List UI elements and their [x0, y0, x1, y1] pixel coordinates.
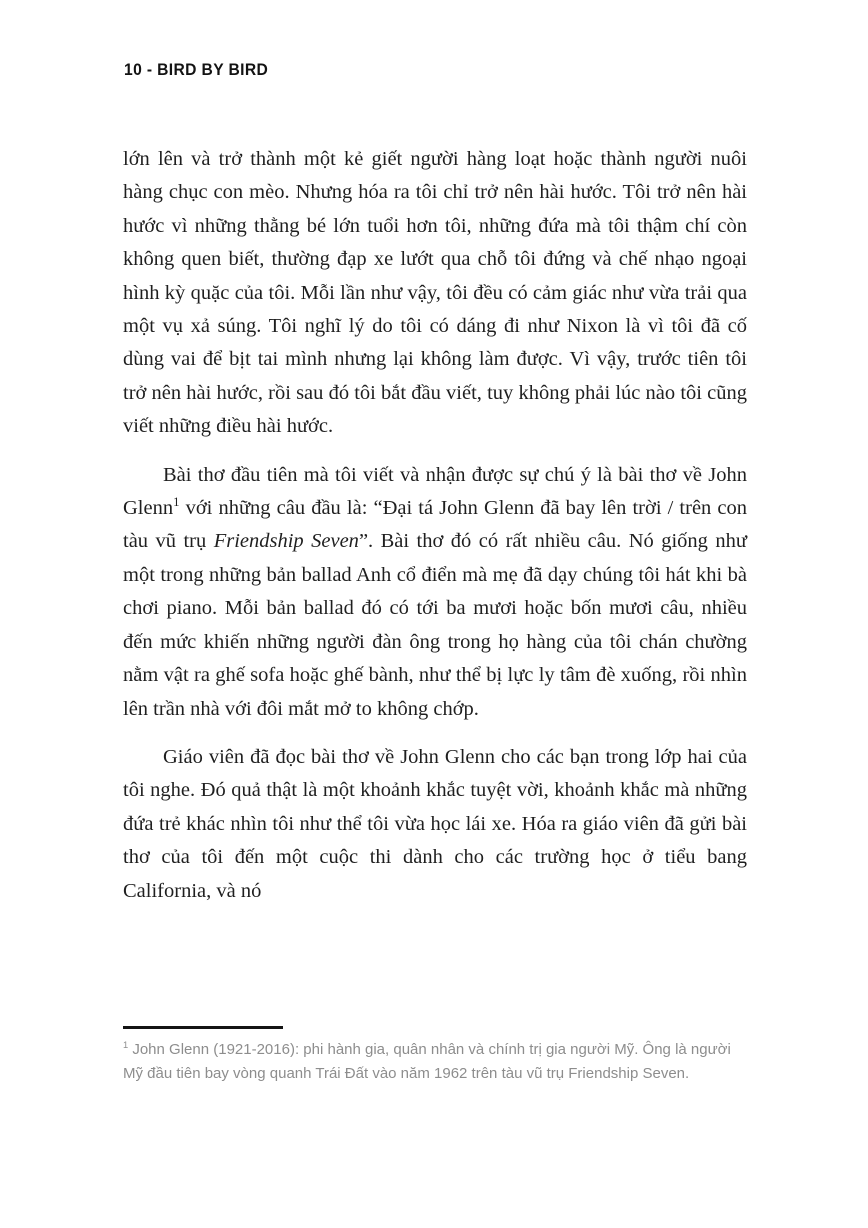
text-segment: lớn lên và trở thành một kẻ giết người hàng loạt hoặc thành người nuôi hàng chục con mèo. Nhưng hóa ra tôi chỉ trở nên hài hước. Tôi trở nên hài hước vì những thằng bé lớn tuổi hơn tôi, những đứa mà tôi thậm chí còn không quen biết, thường đạp xe lướt qua chỗ tôi đứng và chế nhạo ngoại hình kỳ quặc của tôi. Mỗi lần như vậy, tôi đều có cảm giác như vừa trải qua một vụ xả súng. Tôi nghĩ lý do tôi có dáng đi như Nixon là vì tôi đã cố dùng vai để bịt tai mình nhưng lại không làm được. Vì vậy, trước tiên tôi trở nên hài hước, rồi sau đó tôi bắt đầu viết, tuy không phải lúc nào tôi cũng viết những điều hài hước. [123, 148, 747, 438]
body-text [123, 143, 747, 923]
text-segment: Bài thơ đầu tiên mà tôi viết và nhận được sự chú ý là bài thơ về John Glenn [123, 463, 747, 520]
page-header: 10 - BIRD BY BIRD [124, 60, 269, 79]
footnote-divider [123, 1026, 283, 1029]
text-segment: ”. Bài thơ đó có rất nhiều câu. Nó giống như một trong những bản ballad Anh cổ điển mà mẹ đã dạy chúng tôi hát khi bà chơi piano. Mỗi bản ballad đó có tới ba mươi hoặc bốn mươi câu, nhiều đến mức khiến những người đàn ông trong họ hàng của tôi chán chường nằm vật ra ghế sofa hoặc ghế bành, như thể bị lực ly tâm đè xuống, rồi nhìn lên trần nhà với đôi mắt mở to không chớp. [123, 530, 747, 720]
italic-text: Friendship Seven [213, 530, 359, 553]
footnote-text [123, 1038, 751, 1086]
text-segment: John Glenn (1921-2016): phi hành gia, quân nhân và chính trị gia người Mỹ. Ông là người Mỹ đầu tiên bay vòng quanh Trái Đất vào năm 1962 trên tàu vũ trụ Friendship Seven. [123, 1041, 731, 1082]
text-segment: với những câu đầu là: “Đại tá John Glenn đã bay lên trời / trên con tàu vũ trụ [123, 497, 747, 553]
text-segment: Giáo viên đã đọc bài thơ về John Glenn cho các bạn trong lớp hai của tôi nghe. Đó quả thật là một khoảnh khắc tuyệt vời, khoảnh khắc mà những đứa trẻ khác nhìn tôi như thể tôi vừa học lái xe. Hóa ra giáo viên đã gửi bài thơ của tôi đến một cuộc thi dành cho các trường học ở tiểu bang California, và nó [123, 745, 747, 902]
paragraph [123, 143, 747, 444]
footnote-section [123, 1026, 751, 1086]
footnote-reference: 1 [173, 495, 180, 510]
footnote-reference: 1 [123, 1040, 129, 1050]
paragraph [123, 459, 747, 726]
paragraph [123, 741, 747, 908]
